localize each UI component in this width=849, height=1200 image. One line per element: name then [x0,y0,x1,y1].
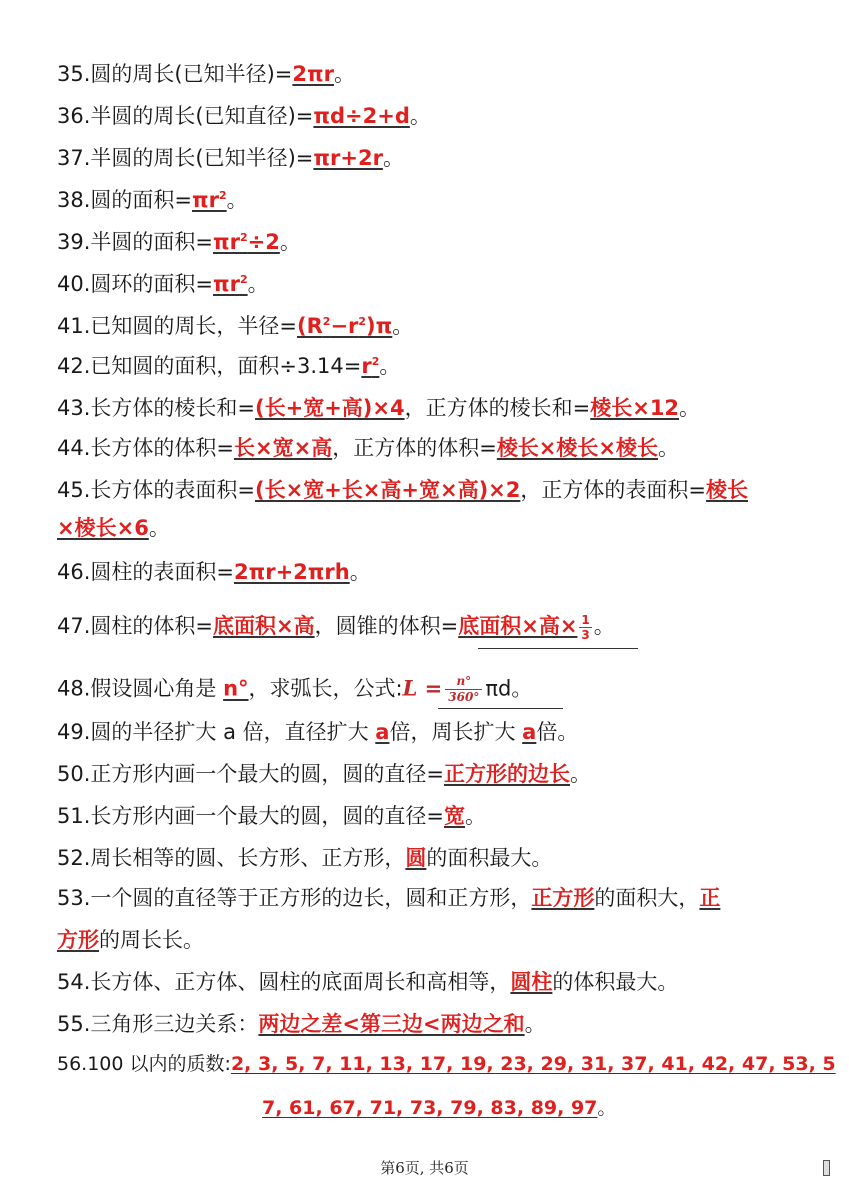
item-56: 56.100 以内的质数:2, 3, 5, 7, 11, 13, 17, 19, 23, 29, 31, 37, 41, 42, 47, 53, 5 [57,1053,836,1075]
page-footer: 第6页, 共6页 [380,1159,469,1177]
answer: 2πr+2πrh [234,560,350,584]
answer: 圆 [405,846,427,870]
answer: 底面积×高 [213,614,315,638]
answer: 棱长×棱长×棱长 [496,436,659,460]
answer: (长+宽+高)×4 [255,396,405,420]
answer: a [375,720,390,744]
answer: 正 [699,886,721,910]
answer: 7, 61, 67, 71, 73, 79, 83, 89, 97 [262,1097,598,1119]
answer: 底面积×高× [458,614,578,638]
item-55: 55.三角形三边关系：两边之差<第三边<两边之和。 [57,1012,546,1036]
item-56-continued: 7, 61, 67, 71, 73, 79, 83, 89, 97。 [262,1097,617,1119]
item-51: 51.长方形内画一个最大的圆，圆的直径=宽。 [57,804,486,828]
answer: 正方形的边长 [444,762,570,786]
formula-fraction: $\frac{n^\circ}{360^\circ}$ [445,674,482,705]
answer: a [522,720,537,744]
answer: ×棱长×6 [57,516,149,540]
answer: (长×宽+长×高+宽×高)×2 [255,478,521,502]
underline-rule [478,648,638,649]
answer: 棱长×12 [590,396,680,420]
item-47: 47.圆柱的体积=底面积×高，圆锥的体积=底面积×高× $\frac{1}{3}$ 。 [57,612,615,642]
formula-variable: L = [402,675,443,701]
answer: $\pi r^2\div 2$ [213,230,280,254]
answer: n° [223,676,249,701]
item-45: 45.长方体的表面积=(长×宽+长×高+宽×高)×2，正方体的表面积=棱长 [57,478,748,502]
item-53: 53.一个圆的直径等于正方形的边长，圆和正方形，正方形的面积大，正 [57,886,721,910]
item-41: 41.已知圆的周长，半径$=(R^2-r^2)\pi$。 [57,314,414,338]
answer: $(R^2-r^2)\pi$ [297,314,393,338]
item-38: 38.圆的面积$=\pi r^2$。 [57,188,248,212]
answer: 宽 [444,804,465,828]
answer: 棱长 [706,478,748,502]
formula-rule [438,708,563,709]
answer: 圆柱 [510,970,553,994]
item-53-continued: 方形的周长长。 [57,928,204,952]
answer: 2, 3, 5, 7, 11, 13, 17, 19, 23, 29, 31, 37, 41, 42, 47, 53, 5 [230,1053,836,1075]
item-45-continued: ×棱长×6。 [57,516,170,540]
scrollbar-thumb[interactable] [823,1160,830,1176]
item-48: 48.假设圆心角是 n°，求弧长，公式:L = $\frac{n^\circ}{360^\circ}$ πd。 [57,674,533,704]
item-36: 36.半圆的周长(已知直径)=πd÷2+d。 [57,104,431,128]
answer: $\pi r^2$ [213,272,248,296]
item-44: 44.长方体的体积=长×宽×高，正方体的体积=棱长×棱长×棱长。 [57,436,680,460]
fraction: $\frac{1}{3}$ [581,612,590,642]
item-50: 50.正方形内画一个最大的圆，圆的直径=正方形的边长。 [57,762,591,786]
answer: 2πr [292,62,334,86]
item-37: 37.半圆的周长(已知半径)=πr+2r。 [57,146,404,170]
answer: 正方形 [531,886,595,910]
answer: $r^2$ [361,354,380,378]
answer: 长×宽×高 [234,436,333,460]
answer: 两边之差<第三边<两边之和 [258,1012,525,1036]
answer: 方形 [57,928,99,952]
item-42: 42.已知圆的面积，面积$\div 3.14=r^2$。 [57,354,401,378]
answer: πd÷2+d [313,104,410,128]
item-54: 54.长方体、正方体、圆柱的底面周长和高相等，圆柱的体积最大。 [57,970,679,994]
item-52: 52.周长相等的圆、长方形、正方形，圆的面积最大。 [57,846,553,870]
item-49: 49.圆的半径扩大 a 倍，直径扩大 a倍，周长扩大 a倍。 [57,720,579,744]
item-35: 35.圆的周长(已知半径)=2πr。 [57,62,355,86]
item-46: 46.圆柱的表面积=2πr+2πrh。 [57,560,371,584]
item-40: 40.圆环的面积$=\pi r^2$。 [57,272,269,296]
answer: $\pi r^2$ [192,188,227,212]
item-43: 43.长方体的棱长和=(长+宽+高)×4，正方体的棱长和=棱长×12。 [57,396,701,420]
item-39: 39.半圆的面积$=\pi r^2\div 2$。 [57,230,301,254]
answer: πr+2r [313,146,383,170]
